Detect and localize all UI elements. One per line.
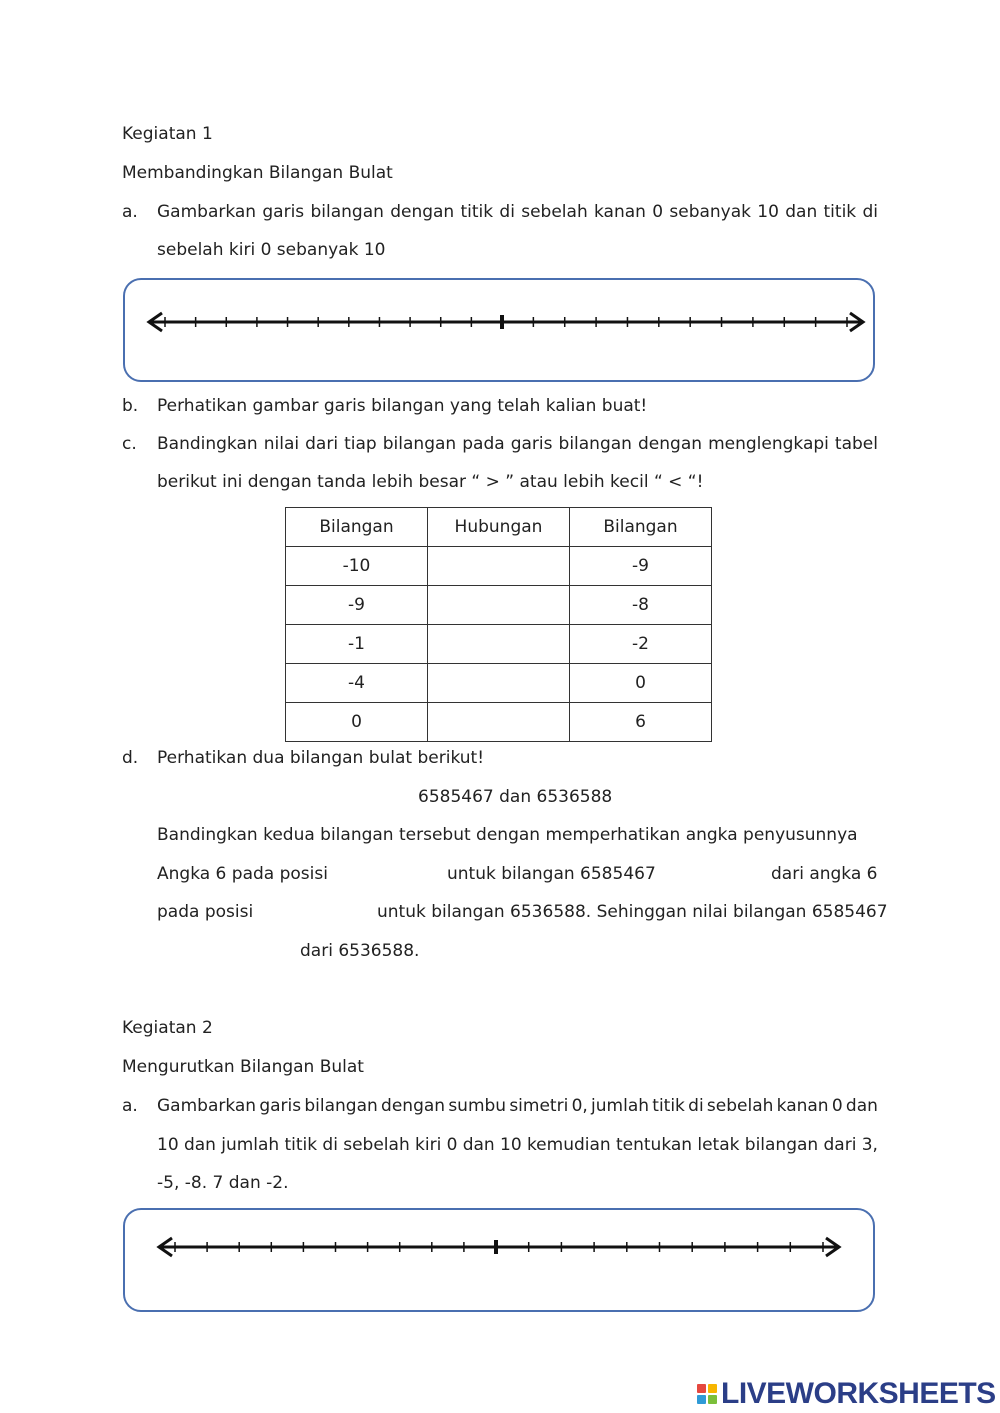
table-row [286,664,712,703]
activity1-item-c-word: bilangan [382,434,457,454]
activity1-item-c-word: tiap [344,434,377,454]
item-c-marker: c. [122,434,137,454]
table-row [286,547,712,586]
activity2-item-a-l1-word: garis [259,1096,302,1116]
activity2-item-a-l1-word: 0 [831,1096,843,1116]
activity2-item-a-l2-word: jumlah [221,1135,280,1155]
activity1-item-c-word: dari [305,434,339,454]
activity2-item-a-marker: a. [122,1096,138,1116]
answer-blank-comparison-1[interactable] [664,860,764,888]
number-line-box-1[interactable] [123,278,875,382]
activity2-item-a-l1-word: bilangan [304,1096,378,1116]
activity1-item-a-word: titik [460,202,494,222]
fill-sentence-part-1: Angka 6 pada posisi [157,864,328,884]
logo-square-1 [697,1384,706,1393]
activity2-item-a-l2-word: 0 [446,1135,458,1155]
fill-sentence-part-4: pada posisi [157,902,254,922]
logo-square-3 [697,1395,706,1404]
right-number: -2 [570,625,712,664]
table-row [286,586,712,625]
activity2-item-a-l2-word: letak [697,1135,740,1155]
relation-answer-cell[interactable] [428,664,570,703]
activity2-item-a-l1-word: dan [845,1096,878,1116]
logo-text: LIVEWORKSHEETS [721,1377,996,1410]
relation-answer-cell[interactable] [428,703,570,742]
fill-sentence-part-5: untuk bilangan 6536588. Sehinggan nilai bilangan 6585467 [377,902,888,922]
activity2-item-a-l2-word: kiri [415,1135,442,1155]
logo-mark-icon [697,1384,717,1404]
activity1-item-a-word: garis [262,202,305,222]
activity2-item-a-l2-word: kemudian [526,1135,611,1155]
activity2-item-a-line2 [157,1135,878,1155]
activity2-item-a-l1-word: dengan [381,1096,446,1116]
table-header-row [286,508,712,547]
activity2-item-a-l1-word: 0, [571,1096,588,1116]
item-b-marker: b. [122,396,139,416]
activity1-item-c-word: bilangan [558,434,632,454]
activity1-item-c-word: dengan [638,434,703,454]
number-line-box-2[interactable] [123,1208,875,1312]
activity2-item-a-l1-word: di [688,1096,704,1116]
activity1-item-c-line1 [157,434,878,454]
activity1-item-a-word: di [499,202,515,222]
activity1-item-c-word: pada [462,434,505,454]
header-bilangan-right: Bilangan [570,508,712,547]
activity1-item-a-word: 10 [757,202,779,222]
compare-instruction: Bandingkan kedua bilangan tersebut dengan memperhatikan angka penyusunnya [157,825,858,845]
table-row [286,703,712,742]
number-line-2 [125,1210,877,1314]
item-d-marker: d. [122,748,139,768]
left-number: -10 [286,547,428,586]
activity2-item-a-l2-word: 10 [500,1135,522,1155]
right-number: 0 [570,664,712,703]
activity1-item-c-line2: berikut ini dengan tanda lebih besar “ > ” atau lebih kecil “ < “! [157,472,704,492]
answer-blank-position-1[interactable] [336,860,440,888]
activity1-item-b-text: Perhatikan gambar garis bilangan yang telah kalian buat! [157,396,648,416]
activity2-item-a-l1-word: jumlah [591,1096,650,1116]
answer-blank-position-2[interactable] [258,898,370,926]
activity2-item-a-l2-word: di [322,1135,338,1155]
activity1-item-c-word: Bandingkan [157,434,258,454]
activity2-title: Mengurutkan Bilangan Bulat [122,1057,364,1077]
activity2-item-a-l1-word: sumbu [448,1096,507,1116]
activity2-item-a-l2-word: titik [284,1135,318,1155]
activity2-item-a-l1-word: Gambarkan [157,1096,257,1116]
activity1-item-a-word: 0 [652,202,664,222]
activity2-item-a-l2-word: 10 [157,1135,179,1155]
left-number: -1 [286,625,428,664]
activity1-item-d-intro: Perhatikan dua bilangan bulat berikut! [157,748,485,768]
activity1-item-c-word: nilai [263,434,300,454]
item-a-marker: a. [122,202,138,222]
activity1-heading: Kegiatan 1 [122,124,213,144]
activity1-item-a-line1 [157,202,878,222]
activity1-title: Membandingkan Bilangan Bulat [122,163,393,183]
fill-sentence-part-2: untuk bilangan 6585467 [447,864,656,884]
relation-answer-cell[interactable] [428,625,570,664]
activity2-item-a-l2-word: dari [823,1135,857,1155]
activity2-item-a-l1-word: kanan [776,1096,829,1116]
relation-answer-cell[interactable] [428,586,570,625]
right-number: -9 [570,547,712,586]
header-bilangan-left: Bilangan [286,508,428,547]
activity1-item-a-line2: sebelah kiri 0 sebanyak 10 [157,240,386,260]
activity1-item-c-word: garis [510,434,553,454]
relation-answer-cell[interactable] [428,547,570,586]
activity2-item-a-line3: -5, -8. 7 dan -2. [157,1173,289,1193]
answer-blank-conclusion[interactable] [157,937,293,965]
logo-square-4 [708,1395,717,1404]
activity1-item-c-word: tabel [834,434,878,454]
fill-sentence-part-6: dari 6536588. [300,941,420,961]
left-number: -4 [286,664,428,703]
table-row [286,625,712,664]
activity2-item-a-l2-word: sebelah [343,1135,410,1155]
activity1-item-a-word: dan [785,202,818,222]
activity1-item-a-word: kanan [594,202,646,222]
right-number: -8 [570,586,712,625]
activity2-item-a-l1-word: simetri [509,1096,569,1116]
left-number: -9 [286,586,428,625]
left-number: 0 [286,703,428,742]
activity1-item-a-word: titik [823,202,857,222]
activity2-item-a-l1-word: titik [652,1096,685,1116]
activity1-item-c-word: menglengkapi [708,434,829,454]
activity2-item-a-l2-word: dan [183,1135,216,1155]
fill-sentence-part-3: dari angka 6 [771,864,878,884]
activity2-item-a-l2-word: bilangan [744,1135,819,1155]
header-hubungan: Hubungan [428,508,570,547]
activity2-item-a-l2-word: 3, [861,1135,878,1155]
activity1-item-a-word: dengan [390,202,455,222]
liveworksheets-logo [697,1376,996,1412]
activity2-item-a-l2-word: dan [462,1135,495,1155]
activity1-item-a-word: bilangan [310,202,384,222]
right-number: 6 [570,703,712,742]
comparison-table [285,507,712,742]
activity2-item-a-l1-word: sebelah [706,1096,774,1116]
activity2-item-a-l2-word: tentukan [615,1135,693,1155]
compared-numbers: 6585467 dan 6536588 [418,787,613,807]
number-line-1 [125,280,877,384]
activity2-heading: Kegiatan 2 [122,1018,213,1038]
logo-square-2 [708,1384,717,1393]
activity1-item-a-word: di [862,202,878,222]
activity1-item-a-word: sebelah [521,202,588,222]
activity2-item-a-line1 [157,1096,878,1116]
activity1-item-a-word: Gambarkan [157,202,257,222]
activity1-item-a-word: sebanyak [669,202,751,222]
